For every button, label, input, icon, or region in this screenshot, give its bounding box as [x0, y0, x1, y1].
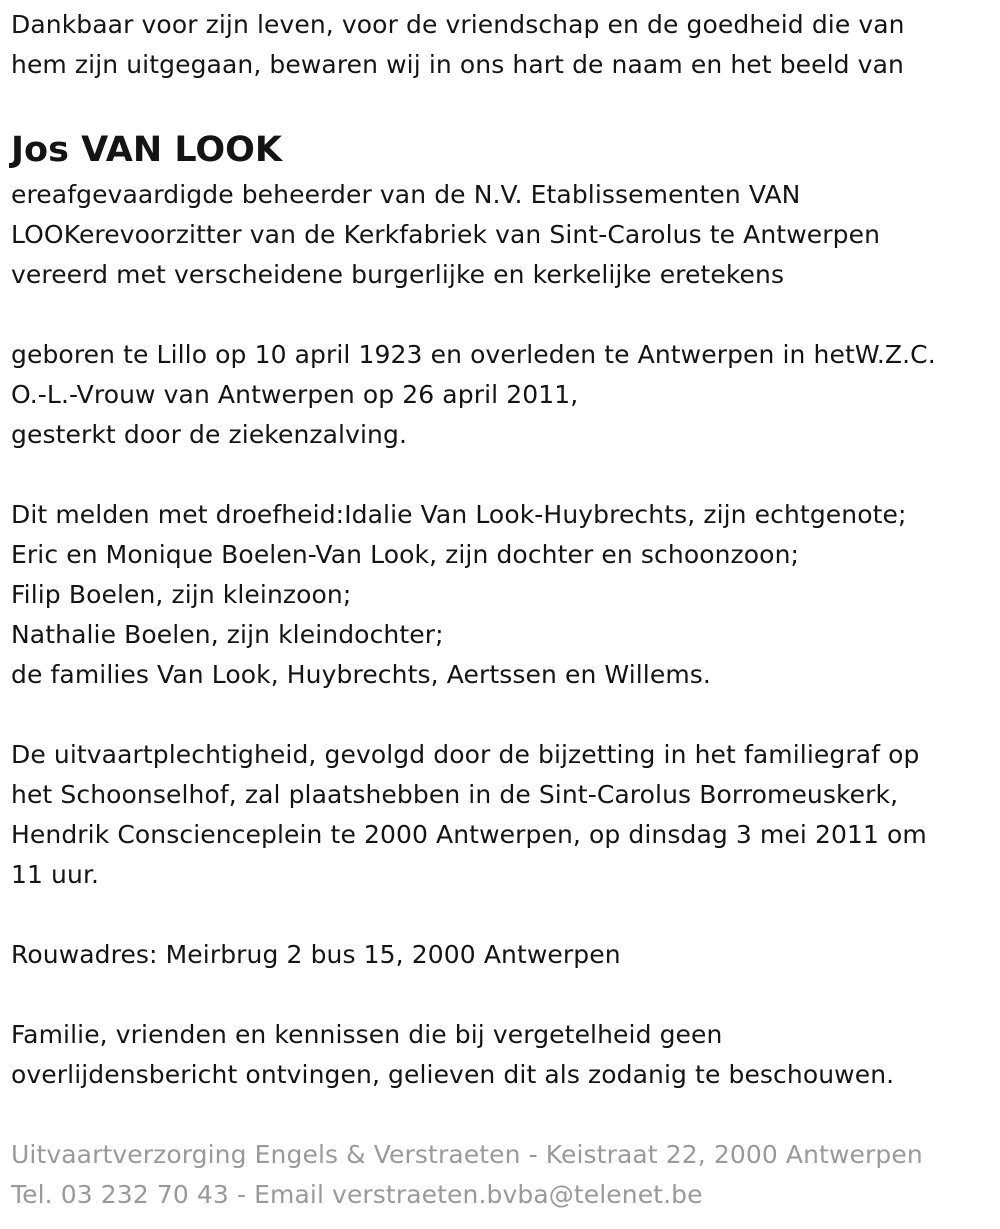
funeral-home-footer: [11, 1135, 991, 1215]
intro-line: hem zijn uitgegaan, bewaren wij in ons hart de naam en het beeld van: [11, 50, 904, 79]
title-line: LOOKerevoorzitter van de Kerkfabriek van Sint-Carolus te Antwerpen: [11, 220, 881, 249]
titles-paragraph: [11, 175, 991, 295]
spacer: [11, 1095, 991, 1135]
obituary-document: [11, 5, 991, 1215]
spacer: [11, 295, 991, 335]
spacer: [11, 695, 991, 735]
funeral-line: 11 uur.: [11, 860, 100, 889]
notice-paragraph: [11, 1015, 991, 1095]
family-line: Nathalie Boelen, zijn kleindochter;: [11, 620, 444, 649]
birth-death-line: O.-L.-Vrouw van Antwerpen op 26 april 2011,: [11, 380, 579, 409]
notice-line: Familie, vrienden en kennissen die bij vergetelheid geen: [11, 1020, 723, 1049]
intro-line: Dankbaar voor zijn leven, voor de vriendschap en de goedheid die van: [11, 10, 905, 39]
notice-line: overlijdensbericht ontvingen, gelieven dit als zodanig te beschouwen.: [11, 1060, 895, 1089]
birth-death-paragraph: [11, 335, 991, 455]
family-line: Filip Boelen, zijn kleinzoon;: [11, 580, 352, 609]
family-paragraph: [11, 495, 991, 695]
spacer: [11, 975, 991, 1015]
title-line: vereerd met verscheidene burgerlijke en kerkelijke eretekens: [11, 260, 785, 289]
funeral-paragraph: [11, 735, 991, 895]
funeral-line: Hendrik Conscienceplein te 2000 Antwerpen, op dinsdag 3 mei 2011 om: [11, 820, 927, 849]
funeral-line: De uitvaartplechtigheid, gevolgd door de bijzetting in het familiegraf op: [11, 740, 920, 769]
footer-line: Uitvaartverzorging Engels & Verstraeten - Keistraat 22, 2000 Antwerpen: [11, 1140, 923, 1169]
spacer: [11, 455, 991, 495]
intro-paragraph: [11, 5, 991, 85]
mourning-address: Rouwadres: Meirbrug 2 bus 15, 2000 Antwerpen: [11, 940, 621, 969]
family-line: Eric en Monique Boelen-Van Look, zijn dochter en schoonzoon;: [11, 540, 800, 569]
birth-death-line: geboren te Lillo op 10 april 1923 en overleden te Antwerpen in hetW.Z.C.: [11, 340, 936, 369]
family-line: Dit melden met droefheid:Idalie Van Look-Huybrechts, zijn echtgenote;: [11, 500, 907, 529]
spacer: [11, 895, 991, 935]
title-line: ereafgevaardigde beheerder van de N.V. Etablissementen VAN: [11, 180, 801, 209]
footer-line: Tel. 03 232 70 43 - Email verstraeten.bvba@telenet.be: [11, 1180, 703, 1209]
family-line: de families Van Look, Huybrechts, Aertssen en Willems.: [11, 660, 711, 689]
birth-death-line: gesterkt door de ziekenzalving.: [11, 420, 407, 449]
deceased-name: Jos VAN LOOK: [11, 130, 283, 170]
funeral-line: het Schoonselhof, zal plaatshebben in de Sint-Carolus Borromeuskerk,: [11, 780, 899, 809]
